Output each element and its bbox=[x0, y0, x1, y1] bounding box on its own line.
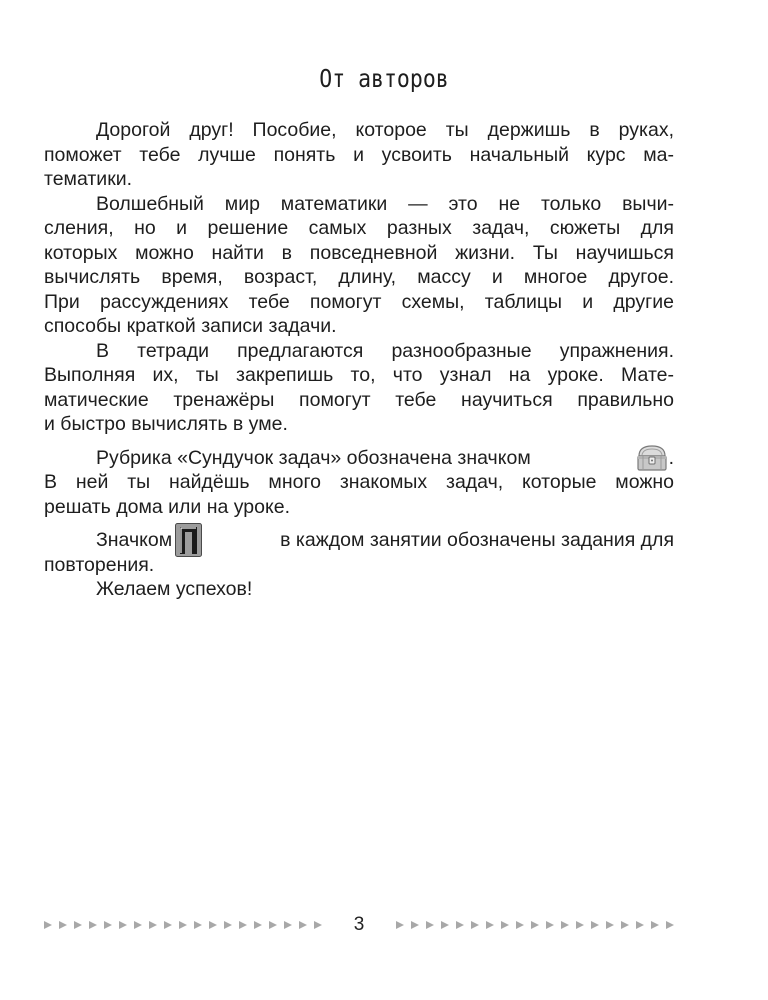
arrow-triangle-icon bbox=[254, 921, 262, 929]
arrow-triangle-icon bbox=[44, 921, 52, 929]
arrow-triangle-icon bbox=[239, 921, 247, 929]
arrow-triangle-icon bbox=[134, 921, 142, 929]
arrow-triangle-icon bbox=[666, 921, 674, 929]
text-line: Волшебный мир математики — это не только вычи- bbox=[96, 192, 674, 215]
text-line: поможет тебе лучше понять и усвоить начальный курс ма- bbox=[44, 143, 674, 166]
page-number: 3 bbox=[353, 914, 365, 935]
text-line: Желаем успехов! bbox=[96, 578, 253, 600]
arrow-triangle-icon bbox=[284, 921, 292, 929]
arrow-triangle-icon bbox=[441, 921, 449, 929]
arrow-triangle-icon bbox=[164, 921, 172, 929]
text-line: При рассуждениях тебе помогут схемы, таблицы и другие bbox=[44, 290, 674, 313]
arrow-triangle-icon bbox=[576, 921, 584, 929]
arrow-triangle-icon bbox=[426, 921, 434, 929]
text-line-with-icon bbox=[44, 528, 674, 553]
arrow-triangle-icon bbox=[591, 921, 599, 929]
arrow-triangle-icon bbox=[456, 921, 464, 929]
text-line: повторения. bbox=[44, 553, 155, 576]
decorative-arrows-right bbox=[396, 921, 674, 929]
body-text bbox=[44, 118, 674, 602]
arrow-triangle-icon bbox=[179, 921, 187, 929]
text-segment: Значком bbox=[96, 529, 173, 551]
arrow-triangle-icon bbox=[516, 921, 524, 929]
arrow-triangle-icon bbox=[651, 921, 659, 929]
text-line: и быстро вычислять в уме. bbox=[44, 413, 288, 435]
text-line: решать дома или на уроке. bbox=[44, 495, 290, 518]
arrow-triangle-icon bbox=[486, 921, 494, 929]
arrow-triangle-icon bbox=[59, 921, 67, 929]
arrow-triangle-icon bbox=[546, 921, 554, 929]
text-segment: в каждом занятии обозначены задания для bbox=[280, 529, 674, 551]
text-line: способы краткой записи задачи. bbox=[44, 315, 337, 337]
arrow-triangle-icon bbox=[636, 921, 644, 929]
arrow-triangle-icon bbox=[396, 921, 404, 929]
arrow-triangle-icon bbox=[606, 921, 614, 929]
arrow-triangle-icon bbox=[621, 921, 629, 929]
text-line: Дорогой друг! Пособие, которое ты держишь в руках, bbox=[96, 119, 674, 141]
treasure-chest-icon bbox=[635, 443, 669, 473]
text-line: сления, но и решение самых разных задач, сюжеты для bbox=[44, 217, 674, 239]
arrow-triangle-icon bbox=[104, 921, 112, 929]
text-line-with-icon bbox=[44, 446, 674, 471]
text-line: В тетради предлагаются разнообразные упражнения. bbox=[96, 339, 674, 362]
text-segment: Рубрика «Сундучок задач» обозначена значком bbox=[96, 446, 531, 469]
page-title: От авторов bbox=[319, 64, 449, 93]
text-line: В ней ты найдёшь много знакомых задач, которые можно bbox=[44, 471, 674, 493]
arrow-triangle-icon bbox=[89, 921, 97, 929]
decorative-arrows-left bbox=[44, 921, 322, 929]
arrow-triangle-icon bbox=[561, 921, 569, 929]
arrow-triangle-icon bbox=[149, 921, 157, 929]
arrow-triangle-icon bbox=[299, 921, 307, 929]
arrow-triangle-icon bbox=[194, 921, 202, 929]
arrow-triangle-icon bbox=[269, 921, 277, 929]
text-segment: . bbox=[668, 446, 674, 469]
arrow-triangle-icon bbox=[411, 921, 419, 929]
arrow-triangle-icon bbox=[224, 921, 232, 929]
text-line: вычислять время, возраст, длину, массу и многое другое. bbox=[44, 266, 674, 288]
text-line: матические тренажёры помогут тебе научиться правильно bbox=[44, 388, 674, 411]
arrow-triangle-icon bbox=[501, 921, 509, 929]
page-footer bbox=[44, 913, 674, 937]
arrow-triangle-icon bbox=[74, 921, 82, 929]
text-line: которых можно найти в повседневной жизни. Ты научишься bbox=[44, 241, 674, 264]
repetition-letter-p-icon bbox=[175, 523, 202, 557]
arrow-triangle-icon bbox=[314, 921, 322, 929]
arrow-triangle-icon bbox=[531, 921, 539, 929]
text-line: тематики. bbox=[44, 168, 133, 190]
text-line: Выполняя их, ты закрепишь то, что узнал на уроке. Мате- bbox=[44, 364, 674, 386]
arrow-triangle-icon bbox=[119, 921, 127, 929]
arrow-triangle-icon bbox=[471, 921, 479, 929]
arrow-triangle-icon bbox=[209, 921, 217, 929]
